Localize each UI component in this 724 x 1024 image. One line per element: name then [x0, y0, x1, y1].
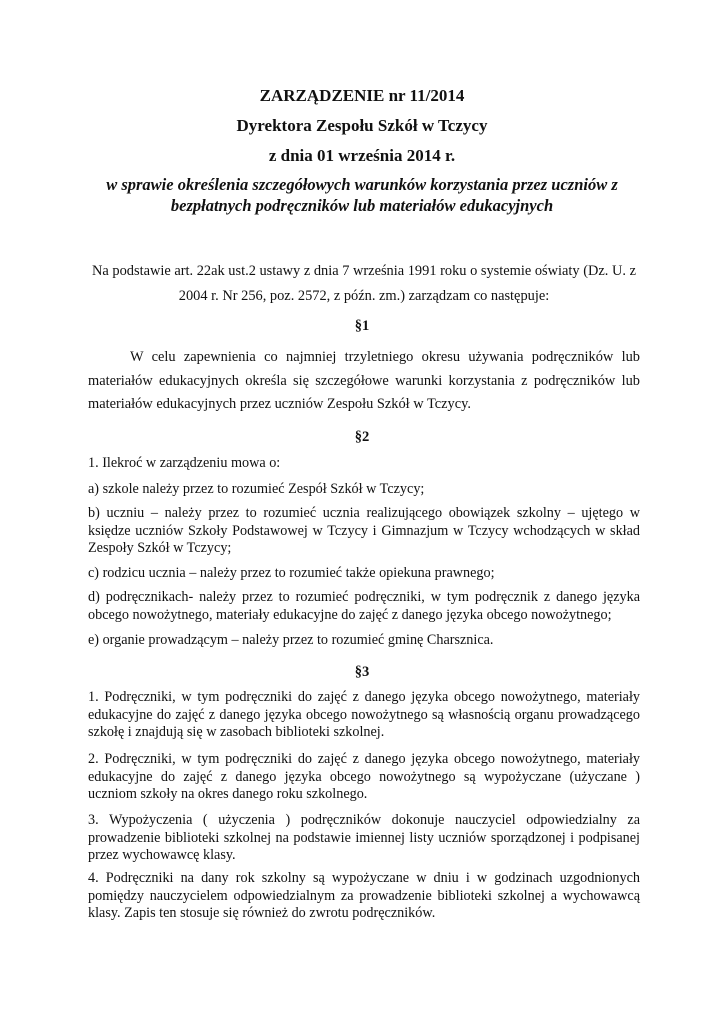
section-2-intro: 1. Ilekroć w zarządzeniu mowa o:	[88, 455, 281, 471]
document-issuer: Dyrektora Zespołu Szkół w Tczycy	[236, 116, 488, 135]
document-date: z dnia 01 września 2014 r.	[268, 146, 456, 165]
rule-item: 4. Podręczniki na dany rok szkolny są wypożyczane w dniu i w godzinach uzgodnionych pomiędzy nauczycielem odpowiedzialnym za prowadzenie biblioteki szkolnej a wychowawcą klasy. Zapis ten stosuje się również do zwrotu podręczników.	[88, 870, 640, 921]
rule-item: 1. Podręczniki, w tym podręczniki do zajęć z danego języka obcego nowożytnego, materiały edukacyjne do zajęć z danego języka obcego nowożytnego są własnością organu prowadzącego szkołę i znajdują się w zasobach biblioteki szkolnej.	[88, 689, 640, 740]
section-2-heading: §2	[354, 429, 370, 445]
rule-item: 3. Wypożyczenia ( użyczenia ) podręczników dokonuje nauczyciel odpowiedzialny za prowadzenie biblioteki szkolnej na podstawie imiennej listy uczniów sporządzonej i podpisanej przez wychowawcę klasy.	[88, 812, 640, 863]
section-1-text: W celu zapewnienia co najmniej trzyletniego okresu używania podręczników lub materiałów edukacyjnych określa się szczegółowe warunki korzystania z podręczników lub materiałów edukacyjnych przez uczniów Zespołu Szkół w Tczycy.	[88, 349, 640, 412]
definition-item: d) podręcznikach- należy przez to rozumieć podręczniki, w tym podręcznik z danego języka obcego nowożytnego, materiały edukacyjne do zajęć z danego języka obcego nowożytnego;	[88, 589, 640, 623]
preamble: Na podstawie art. 22ak ust.2 ustawy z dnia 7 września 1991 roku o systemie oświaty (Dz. U. z 2004 r. Nr 256, poz. 2572, z późn. zm.) zarządzam co następuje:	[92, 263, 636, 304]
rule-item: 2. Podręczniki, w tym podręczniki do zajęć z danego języka obcego nowożytnego, materiały edukacyjne do zajęć z danego języka obcego nowożytnego są wypożyczane (użyczane ) uczniom szkoły na okres danego roku szkolnego.	[88, 751, 640, 802]
document-subject-line-2: bezpłatnych podręczników lub materiałów edukacyjnych	[170, 196, 554, 215]
definition-item: e) organie prowadzącym – należy przez to rozumieć gminę Charsznica.	[88, 632, 494, 648]
section-3-heading: §3	[354, 664, 370, 680]
document-title: ZARZĄDZENIE nr 11/2014	[259, 86, 465, 105]
definition-item: a) szkole należy przez to rozumieć Zespół Szkół w Tczycy;	[88, 481, 425, 497]
document-subject-line-1: w sprawie określenia szczegółowych warunków korzystania przez uczniów z	[106, 175, 618, 194]
section-1-heading: §1	[354, 318, 370, 334]
definition-item: c) rodzicu ucznia – należy przez to rozumieć także opiekuna prawnego;	[88, 565, 495, 581]
definition-item: b) uczniu – należy przez to rozumieć ucznia realizującego obowiązek szkolny – ujętego w księdze uczniów Szkoły Podstawowej w Tczycy i Gimnazjum w Tczycy wchodzących w skład Zespoły Szkół w Tczycy;	[88, 505, 640, 556]
